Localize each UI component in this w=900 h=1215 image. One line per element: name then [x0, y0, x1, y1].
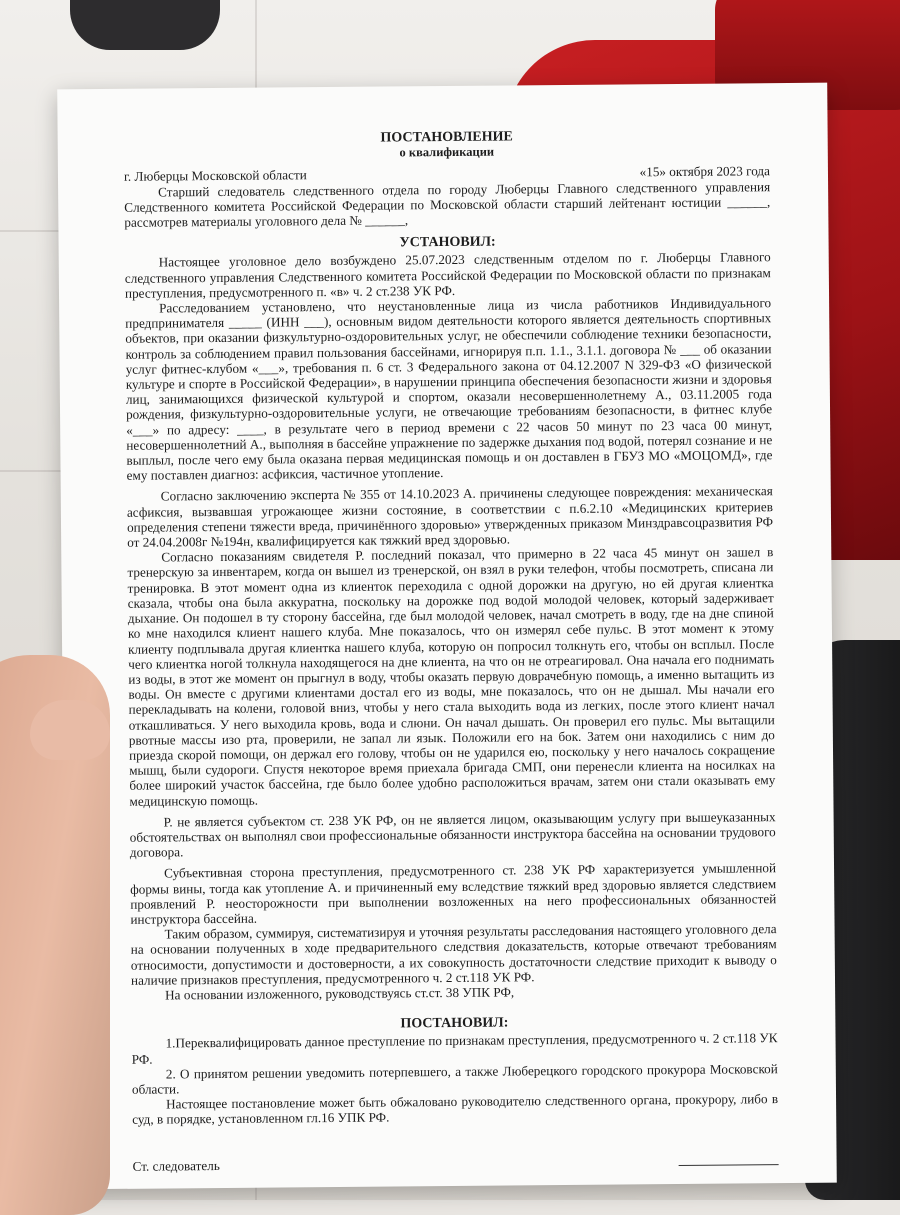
- signature-label: Ст. следователь: [132, 1158, 220, 1175]
- document-sheet: [57, 83, 837, 1190]
- signature-row: [133, 1148, 779, 1175]
- thumb: [30, 700, 110, 760]
- established-paragraph: Расследованием установлено, что неустановленные лица из числа работников Индивидуального предпринимателя _____ (ИНН ___), основным видом деятельности которого является деятельность спортивных объектов, при оказании физкультурно-оздоровительных услуг, не обеспечили соблюдение техники безопасности, контроль за соблюдением правил пользования бассейнами, игнорируя п.п. 1.1., 3.1.1. договора № ___ об оказании услуг фитнес-клубом «___», требования п. 6 ст. 3 Федерального закона от 04.12.2007 N 329-ФЗ «О физической культуре и спорте в Российской Федерации», в нарушении принципа обеспечения безопасности жизни и здоровья лиц, занимающихся физической культурой и спортом, оказали несовершеннолетнему А., 03.11.2005 года рождения, физкультурно-оздоровительные услуги, не отвечающие требованиям безопасности, в фитнес клубе «___» по адресу: ____, в результате чего в период времени с 22 часов 50 минут по 23 часа 00 минут, несовершеннолетний А., выполняя в бассейне упражнение по задержке дыхания под водой, потерял сознание и не выплыл, после чего ему была оказана первая медицинская помощь и он доставлен в ГБУЗ МО «МОЦОМД», где ему поставлен диагноз: асфиксия, частичное утопление.: [125, 295, 773, 484]
- intro-paragraph: Старший следователь следственного отдела по городу Люберцы Главного следственного управления Следственного комитета Российской Федерации по Московской области старший лейтенант юстиции ______, рассмотрев материалы уголовного дела № ______,: [124, 178, 771, 230]
- established-paragraph: Настоящее уголовное дело возбуждено 25.07.2023 следственным отделом по г. Люберцы Главного следственного управления Следственного комитета Российской Федерации по Московской области по признакам преступления, предусмотренного п. «в» ч. 2 ст.238 УК РФ.: [124, 249, 771, 301]
- resolved-heading: ПОСТАНОВИЛ:: [400, 1015, 509, 1032]
- established-heading: УСТАНОВИЛ:: [399, 234, 496, 251]
- resolved-paragraph: Настоящее постановление может быть обжаловано руководителю следственного органа, прокурору, либо в суд, в порядке, установленном гл.16 УПК РФ.: [132, 1091, 779, 1128]
- established-paragraph: Р. не является субъектом ст. 238 УК РФ, он не является лицом, оказывающим услугу при вышеуказанных обстоятельствах он выполнял свои профессиональные обязанности инструктора бассейна на основании трудового договора.: [129, 808, 776, 860]
- document-title: ПОСТАНОВЛЕНИЕ: [380, 129, 513, 146]
- document-subtitle: о квалификации: [399, 144, 495, 160]
- established-paragraph: На основании изложенного, руководствуясь ст.ст. 38 УПК РФ,: [165, 984, 515, 1003]
- resolved-paragraph: 2. О принятом решении уведомить потерпевшего, а также Люберецкого городского прокурора Московской области.: [131, 1060, 778, 1097]
- resolved-paragraph: 1.Переквалифицировать данное преступление по признакам преступления, предусмотренного ч. 2 ст.118 УК РФ.: [131, 1030, 778, 1067]
- signature-line: [678, 1148, 778, 1166]
- established-paragraph: Согласно показаниям свидетеля Р. последний показал, что примерно в 22 часа 45 минут он зашел в тренерскую за инвентарем, когда он вышел из тренерской, он взял в руки телефон, чтобы посмотреть, списана ли тренировка. В этот момент одна из клиенток переходила с одной дорожки на другую, но ей другая клиентка сказала, чтобы она была аккуратна, поскольку на дорожке под водой молодой человек, который задерживает дыхание. Он подошел в ту сторону бассейна, где был молодой человек, начал смотреть в воду, где на дне спиной ко мне находился клиент нашего клуба. Мне показалось, что он измерял себе пульс. В этот момент к этому клиенту подплывала другая клиентка нашего клуба, которую он попросил толкнуть его, чтобы он всплыл. После чего клиентка ногой толкнула находящегося на дне клиента, на что он не отреагировал. Она начала его поднимать из воды, в этот же момент он прыгнул в воду, чтобы оказать первую доврачебную помощь, а именно вытащить из воды. Он вместе с другими клиентами достал его из воды, мне показалось, что он не дышал. Мы начали его перекладывать на колени, головой вниз, чтобы у него стала выходить вода из легких, после этого клиент начал откашливаться. У него выходила кровь, вода и слюни. Он начал дышать. Он проверил его пульс. Мы вытащили рвотные массы изо рта, проверили, не запал ли язык. Положили его на бок. Затем они находились с ним до приезда скорой помощи, он держал его голову, чтобы он не ударился ею, поскольку у него началось сокращение мышц, были судороги. Спустя некоторое время приехала бригада СМП, они перенесли клиента на носилках на более широкий участок бассейна, где было более удобно расположиться врачам, затем они стали оказывать ему медицинскую помощь.: [127, 544, 776, 809]
- document-date: «15» октября 2023 года: [639, 163, 771, 180]
- established-paragraph: Согласно заключению эксперта № 355 от 14.10.2023 А. причинены следующее повреждения: механическая асфиксия, вызвавшая угрожающее жизни состояние, в соответствии с п.6.2.10 «Медицинских критериев определения степени тяжести вреда, причинённого здоровью» утвержденных приказом Минздравсоцразвития РФ от 24.04.2008г №194н, квалифицируется как тяжкий вред здоровью.: [126, 483, 774, 550]
- dark-object: [70, 0, 220, 50]
- established-paragraph: Субъективная сторона преступления, предусмотренного ст. 238 УК РФ характеризуется умышленной формы вины, тогда как утопление А. и причиненный ему вследствие тяжкий вред здоровью является следствием проявлений Р. неосторожности при выполнении возложенных на него профессиональных обязанностей инструктора бассейна.: [130, 860, 777, 927]
- document-place: г. Люберцы Московской области: [123, 167, 307, 185]
- established-paragraph: Таким образом, суммируя, систематизируя и уточняя результаты расследования настоящего уголовного дела на основании полученных в ходе предварительного следствия доказательств, которые отвечают требованиям относимости, допустимости и достоверности, а их совокупность достаточности следствие приходит к выводу о наличие признаков преступления, предусмотренного ч. 2 ст.118 УК РФ.: [130, 921, 777, 988]
